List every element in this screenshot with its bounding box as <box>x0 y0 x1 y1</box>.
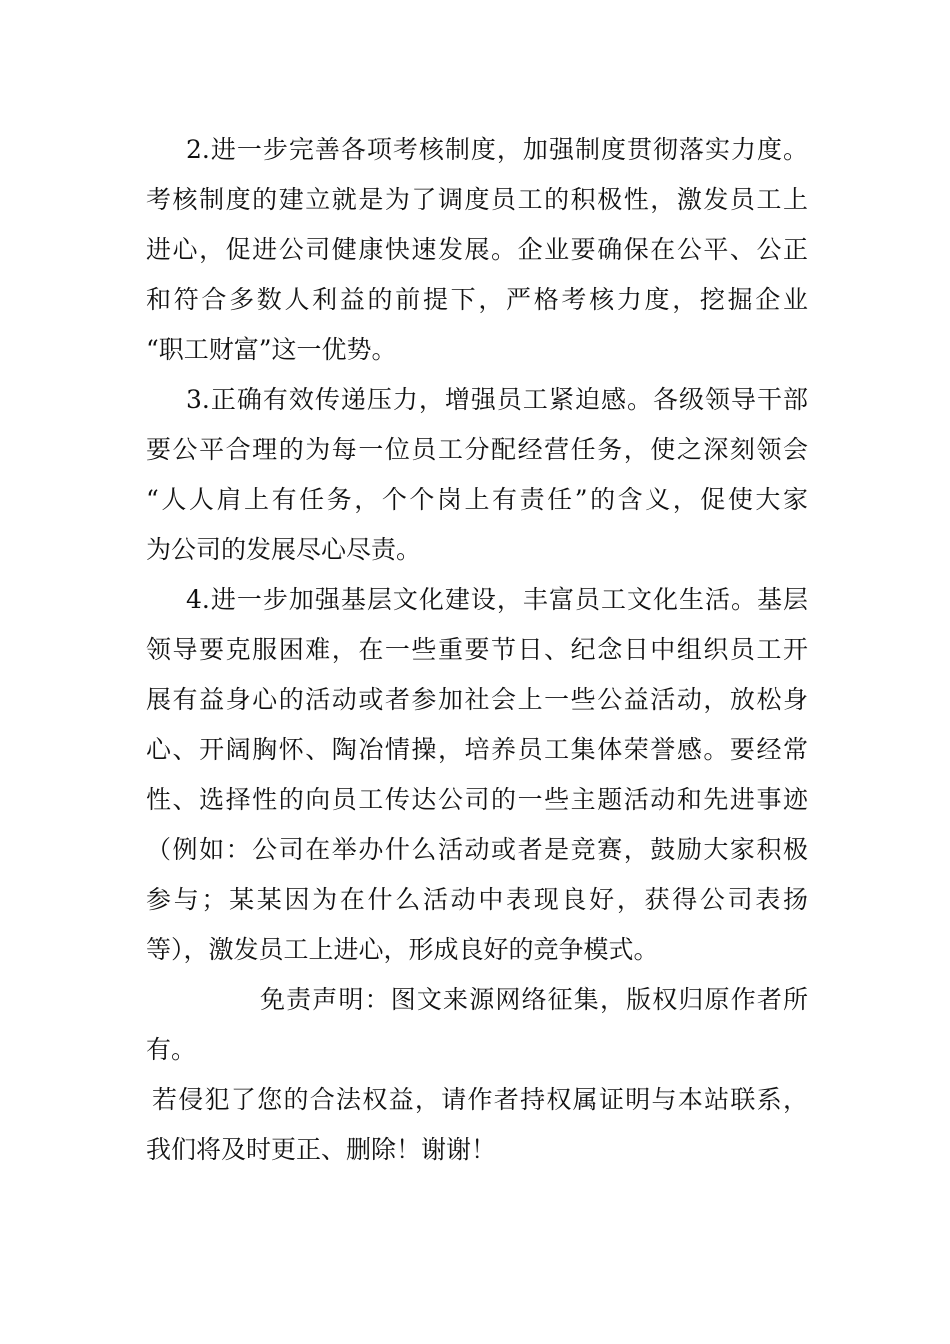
paragraph-3-line-2: 要公平合理的为每一位员工分配经营任务，使之深刻领会 <box>146 435 808 464</box>
paragraph-4-line-8: 等），激发员工上进心，形成良好的竞争模式。 <box>146 935 659 964</box>
disclaimer-line-2: 有。 <box>146 1035 197 1064</box>
paragraph-4-line-2: 领导要克服困难，在一些重要节日、纪念日中组织员工开 <box>146 635 808 664</box>
paragraph-2-line-2: 考核制度的建立就是为了调度员工的积极性，激发员工上 <box>146 185 808 214</box>
paragraph-4-line-7: 参与；某某因为在什么活动中表现良好，获得公司表扬 <box>146 885 808 914</box>
paragraph-4-line-4: 心、开阔胸怀、陶冶情操，培养员工集体荣誉感。要经常 <box>146 735 808 764</box>
paragraph-2-line-3: 进心，促进公司健康快速发展。企业要确保在公平、公正 <box>146 235 808 264</box>
paragraph-3-line-4: 为公司的发展尽心尽责。 <box>146 535 422 564</box>
paragraph-2-line-5: “职工财富”这一优势。 <box>146 335 397 364</box>
paragraph-2-line-4: 和符合多数人利益的前提下，严格考核力度，挖掘企业 <box>146 285 808 314</box>
disclaimer-line-1: 免责声明：图文来源网络征集，版权归原作者所 <box>260 985 808 1014</box>
paragraph-3-line-1: 3.正确有效传递压力，增强员工紧迫感。各级领导干部 <box>186 385 808 414</box>
paragraph-4-line-1: 4.进一步加强基层文化建设，丰富员工文化生活。基层 <box>186 585 808 614</box>
paragraph-2-line-1: 2.进一步完善各项考核制度，加强制度贯彻落实力度。 <box>186 135 808 164</box>
paragraph-4-line-5: 性、选择性的向员工传达公司的一些主题活动和先进事迹 <box>146 785 808 814</box>
paragraph-4-line-3: 展有益身心的活动或者参加社会上一些公益活动，放松身 <box>146 685 808 714</box>
paragraph-3-line-3: “人人肩上有任务，个个岗上有责任”的含义，促使大家 <box>146 485 808 514</box>
paragraph-4-line-6: （例如：公司在举办什么活动或者是竞赛，鼓励大家积极 <box>146 835 808 864</box>
disclaimer-line-3: 若侵犯了您的合法权益，请作者持权属证明与本站联系， <box>152 1085 808 1114</box>
disclaimer-line-4: 我们将及时更正、删除！谢谢！ <box>146 1135 497 1164</box>
